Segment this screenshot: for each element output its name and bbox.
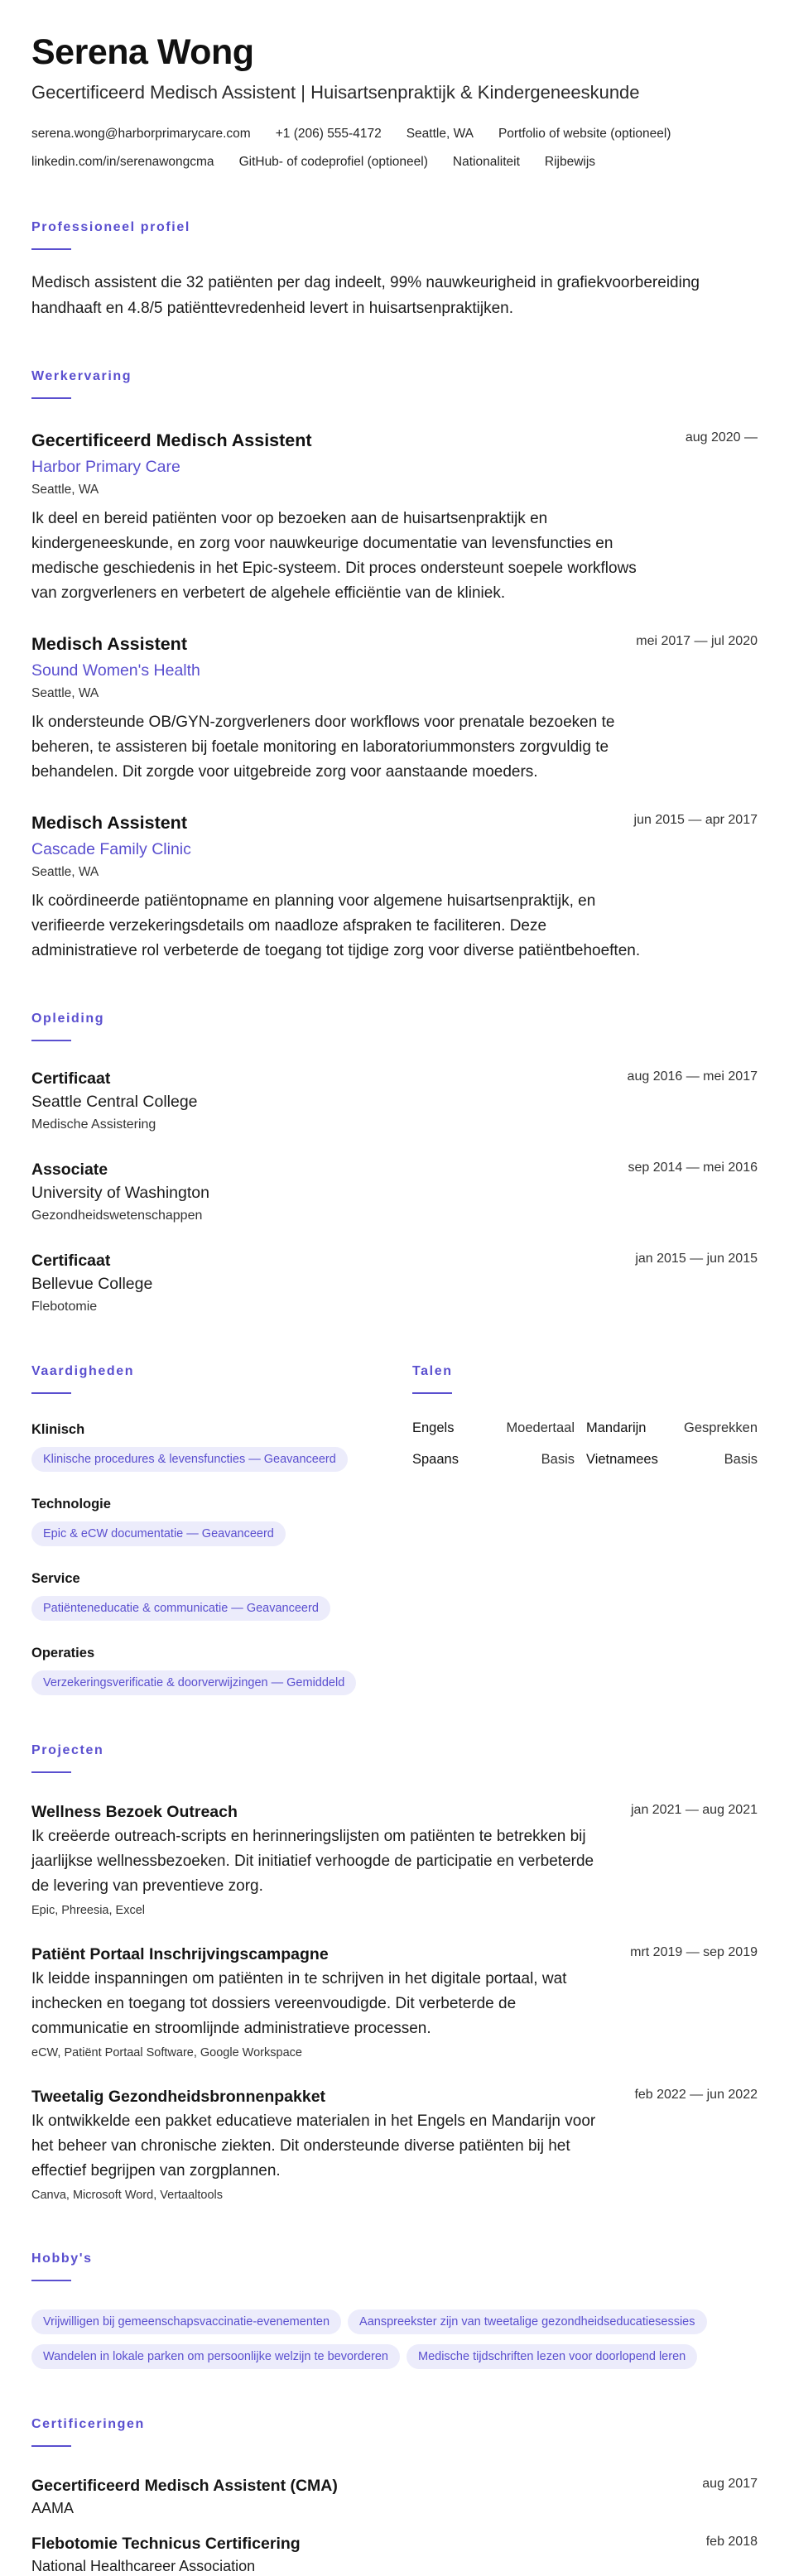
section-divider [31,1040,71,1041]
job-location: Seattle, WA [31,865,99,879]
field-of-study: Flebotomie [31,1300,98,1314]
resume-header [31,31,758,172]
job-dates: mei 2017 — jul 2020 [636,634,758,648]
education-entry [31,1250,758,1316]
language-name: Engels [412,1420,455,1435]
language-name: Spaans [412,1452,459,1467]
certification-date: feb 2018 [705,2535,758,2549]
hobby-chip: Medische tijdschriften lezen voor doorlopend leren [407,2344,697,2369]
project-name: Wellness Bezoek Outreach [31,1803,238,1821]
skills-languages-row [31,1362,758,1695]
project-entry [31,2086,758,2204]
degree: Certificaat [31,1252,111,1270]
school-name: Bellevue College [31,1275,153,1293]
skill-chip: Epic & eCW documentatie — Geavanceerd [31,1521,286,1546]
certifications-section [31,2415,758,2576]
profile-summary: Medisch assistent die 32 patiënten per dag indeelt, 99% nauwkeurigheid in grafiekvoorbereiding handhaaft en 4.8/5 patiënttevredenheid levert in huisartsenpraktijken. [31,274,700,317]
education-entry [31,1159,758,1225]
profile-section [31,219,758,321]
candidate-headline: Gecertificeerd Medisch Assistent | Huisartsenpraktijk & Kindergeneeskunde [31,82,640,103]
skill-category: Operaties [31,1646,95,1660]
hobby-chip: Wandelen in lokale parken om persoonlijke welzijn te bevorderen [31,2344,400,2369]
skill-group [31,1569,412,1621]
section-divider [31,1392,71,1394]
section-divider [31,248,71,250]
hobby-chip: Vrijwilligen bij gemeenschapsvaccinatie-evenementen [31,2309,341,2334]
contact-email: serena.wong@harborprimarycare.com [31,127,251,141]
contact-portfolio: Portfolio of website (optioneel) [498,127,671,141]
skill-chip: Patiënteneducatie & communicatie — Geavanceerd [31,1596,330,1621]
experience-section [31,368,758,964]
school-name: Seattle Central College [31,1093,198,1111]
section-divider [31,397,71,399]
job-dates: jun 2015 — apr 2017 [633,813,758,827]
skill-group [31,1420,412,1472]
education-dates: jan 2015 — jun 2015 [635,1252,758,1266]
hobby-chip: Aanspreekster zijn van tweetalige gezondheidseducatiesessies [348,2309,706,2334]
projects-section [31,1742,758,2204]
project-name: Tweetalig Gezondheidsbronnenpakket [31,2088,326,2106]
job-description: Ik deel en bereid patiënten voor op bezoeken aan de huisartsenpraktijk en kindergeneeskunde, en zorg voor nauwkeurige documentatie van levensfuncties en medische geschiedenis in het Epic-systeem. Dit proces ondersteunt soepele workflows van zorgverleners en verbetert de algehele efficiëntie van de kliniek. [31,510,637,602]
job-dates: aug 2020 — [685,430,758,445]
section-title: Projecten [31,1743,104,1757]
language-level: Gesprekken [684,1420,758,1435]
contact-nationality: Nationaliteit [452,155,520,169]
contact-list [31,124,758,172]
education-dates: aug 2016 — mei 2017 [627,1069,758,1084]
skill-chip: Verzekeringsverificatie & doorverwijzingen — Gemiddeld [31,1670,356,1695]
language-name: Vietnamees [586,1452,658,1467]
section-title: Hobby's [31,2252,93,2266]
certification-issuer: National Healthcareer Association [31,2558,256,2574]
hobby-list [31,2300,758,2369]
skills-section [31,1362,412,1695]
contact-phone: +1 (206) 555-4172 [275,127,382,141]
job-location: Seattle, WA [31,686,99,700]
contact-location: Seattle, WA [406,127,474,141]
skill-category: Service [31,1571,80,1586]
section-title: Certificeringen [31,2417,145,2431]
education-dates: sep 2014 — mei 2016 [628,1161,758,1175]
section-title: Professioneel profiel [31,220,190,234]
project-dates: mrt 2019 — sep 2019 [630,1945,758,1959]
section-divider [412,1392,452,1394]
section-divider [31,2445,71,2447]
education-entry [31,1068,758,1134]
skill-chip: Klinische procedures & levensfuncties — Geavanceerd [31,1447,348,1472]
company-name: Harbor Primary Care [31,458,180,476]
section-title: Vaardigheden [31,1364,135,1378]
project-tools: Canva, Microsoft Word, Vertaaltools [31,2189,224,2202]
project-description: Ik leidde inspanningen om patiënten in te schrijven in het digitale portaal, wat inchecken en toegang tot dossiers vereenvoudigde. Dit verbeterde de communicatie en stroomlijnde administratieve processen. [31,1970,567,2037]
project-dates: feb 2022 — jun 2022 [634,2088,758,2102]
job-title: Gecertificeerd Medisch Assistent [31,430,312,450]
language-list [412,1419,758,1468]
project-entry [31,1801,758,1919]
language-level: Basis [541,1452,575,1467]
project-description: Ik creëerde outreach-scripts en herinneringslijsten om patiënten te betrekken bij jaarlijkse wellnessbezoeken. Dit initiatief verhoogde de participatie en verbeterde de levering van preventieve zorg. [31,1828,594,1895]
company-name: Cascade Family Clinic [31,840,191,858]
project-entry [31,1944,758,2061]
company-name: Sound Women's Health [31,661,200,680]
skill-category: Technologie [31,1497,111,1511]
certification-name: Gecertificeerd Medisch Assistent (CMA) [31,2477,338,2495]
job-title: Medisch Assistent [31,634,187,654]
job-description: Ik ondersteunde OB/GYN-zorgverleners door workflows voor prenatale bezoeken te beheren, te assisteren bij foetale monitoring en laboratoriummonsters zorgvuldig te behandelen. Dit zorgde voor uitgebreide zorg voor aanstaande moeders. [31,714,615,781]
job-description: Ik coördineerde patiëntopname en planning voor algemene huisartsenpraktijk, en verifieerde verzekeringsdetails om naadloze afspraken te faciliteren. Deze administratieve rol verbeterde de toegang tot tijdige zorg voor diverse patiëntbehoeften. [31,892,641,959]
project-tools: eCW, Patiënt Portaal Software, Google Workspace [31,2046,302,2059]
skill-group [31,1495,412,1546]
certification-entry [31,2475,758,2518]
experience-entry [31,429,758,606]
field-of-study: Gezondheidswetenschappen [31,1209,203,1223]
education-section [31,1010,758,1316]
certification-name: Flebotomie Technicus Certificering [31,2535,301,2553]
section-title: Talen [412,1364,453,1378]
section-divider [31,1771,71,1773]
degree: Associate [31,1161,108,1179]
school-name: University of Washington [31,1184,209,1202]
hobbies-section [31,2250,758,2369]
section-divider [31,2280,71,2281]
project-description: Ik ontwikkelde een pakket educatieve materialen in het Engels en Mandarijn voor het beheer van chronische ziekten. Dit ondersteunde diverse patiënten bij het effectief begrijpen van zorgplannen. [31,2112,596,2180]
certification-entry [31,2533,758,2576]
language-level: Moedertaal [506,1420,575,1435]
candidate-name: Serena Wong [31,32,254,72]
section-title: Werkervaring [31,369,132,383]
project-dates: jan 2021 — aug 2021 [630,1803,758,1817]
job-location: Seattle, WA [31,483,99,497]
skill-category: Klinisch [31,1422,85,1437]
contact-drivers-license: Rijbewijs [544,155,596,169]
language-level: Basis [724,1452,758,1467]
contact-linkedin: linkedin.com/in/serenawongcma [31,155,214,169]
contact-github: GitHub- of codeprofiel (optioneel) [238,155,428,169]
skill-group [31,1644,412,1695]
section-title: Opleiding [31,1012,105,1026]
job-title: Medisch Assistent [31,813,187,833]
languages-section [412,1362,758,1695]
experience-entry [31,632,758,785]
project-tools: Epic, Phreesia, Excel [31,1904,146,1917]
project-name: Patiënt Portaal Inschrijvingscampagne [31,1945,329,1963]
field-of-study: Medische Assistering [31,1117,156,1132]
experience-entry [31,811,758,964]
certification-issuer: AAMA [31,2500,75,2516]
language-name: Mandarijn [586,1420,647,1435]
certification-date: aug 2017 [702,2477,758,2491]
degree: Certificaat [31,1069,111,1088]
